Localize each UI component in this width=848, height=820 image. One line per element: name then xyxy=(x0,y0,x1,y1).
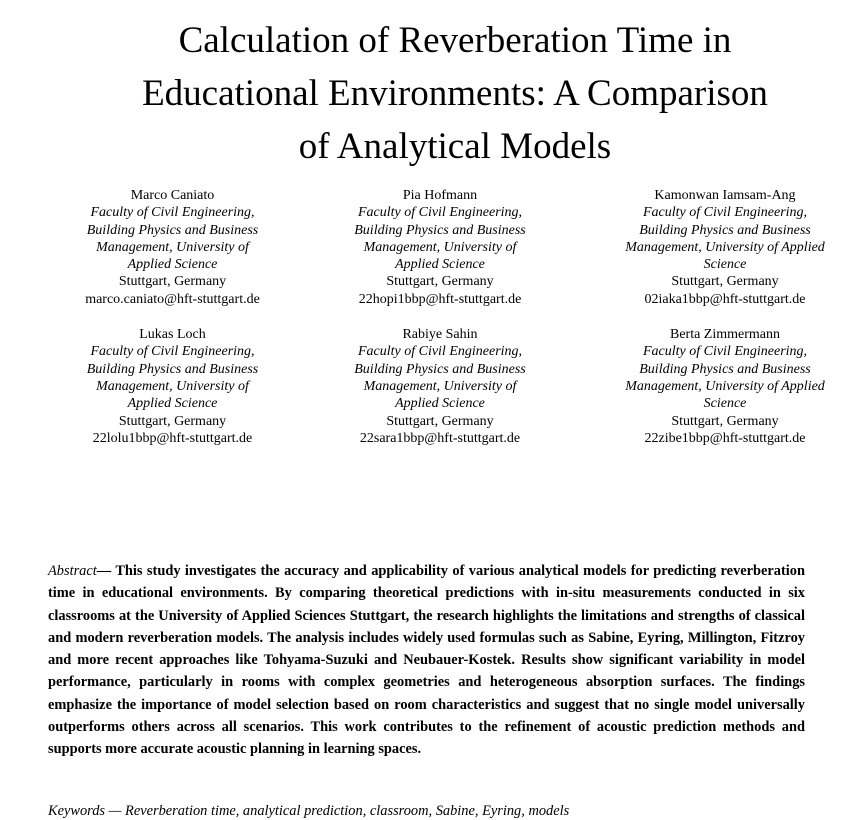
author-name: Berta Zimmermann xyxy=(669,327,781,343)
author-card xyxy=(40,326,285,447)
title-line: Educational Environments: A Comparison xyxy=(142,73,768,114)
author-name: Marco Caniato xyxy=(130,188,215,203)
author-affiliation: Faculty of Civil Engineering, Building Physics and Business Management, University of Applied Science xyxy=(86,344,259,412)
author-card xyxy=(595,187,840,308)
author-location: Stuttgart, Germany xyxy=(386,274,494,290)
author-name: Lukas Loch xyxy=(139,327,206,343)
author-email[interactable]: 22sara1bbp@hft-stuttgart.de xyxy=(359,430,521,446)
author-email[interactable]: 22zibe1bbp@hft-stuttgart.de xyxy=(644,430,806,446)
author-row xyxy=(40,187,840,308)
author-location: Stuttgart, Germany xyxy=(386,413,494,429)
author-location: Stuttgart, Germany xyxy=(118,413,227,429)
abstract-text: This study investigates the accuracy and applicability of various analytical models for predicting reverberation time in educational environments. By comparing theoretical predictions with in-situ measurements conducted in six classrooms at the University of Applied Sciences Stuttgart, the research highlights the limitations and strengths of classical and modern reverberation models. The analysis includes widely used formulas such as Sabine, Eyring, Millington, Fitzroy and more recent approaches like Tohyama-Suzuki and Neubauer-Kostek. Results show significant variability in model performance, particularly in rooms with complex geometries and heterogeneous absorption surfaces. The findings emphasize the importance of model selection based on room characteristics and suggest that no single model universally outperforms others across all scenarios. This work contributes to the refinement of acoustic prediction methods and supports more accurate acoustic planning in learning spaces. xyxy=(48,563,805,758)
author-card xyxy=(40,187,285,308)
keywords xyxy=(48,803,818,820)
author-card xyxy=(290,326,590,447)
title-line: Calculation of Reverberation Time in xyxy=(178,20,732,61)
author-email[interactable]: marco.caniato@hft-stuttgart.de xyxy=(85,291,260,307)
author-location: Stuttgart, Germany xyxy=(671,413,779,429)
author-card xyxy=(595,326,840,447)
author-block xyxy=(40,187,840,447)
author-name: Pia Hofmann xyxy=(402,188,478,203)
paper-title xyxy=(60,14,848,173)
abstract xyxy=(48,560,805,761)
author-affiliation: Faculty of Civil Engineering, Building Physics and Business Management, University of Applied Science xyxy=(354,205,526,273)
author-name: Rabiye Sahin xyxy=(402,327,478,343)
author-location: Stuttgart, Germany xyxy=(671,274,779,290)
keywords-separator: — xyxy=(108,803,122,819)
author-affiliation: Faculty of Civil Engineering, Building Physics and Business Management, University of Applied Science xyxy=(354,344,526,412)
keywords-text: Reverberation time, analytical prediction, classroom, Sabine, Eyring, models xyxy=(125,803,570,819)
author-affiliation: Faculty of Civil Engineering, Building Physics and Business Management, University of Applied Science xyxy=(625,344,825,412)
author-affiliation: Faculty of Civil Engineering, Building Physics and Business Management, University of Applied Science xyxy=(625,205,825,273)
author-location: Stuttgart, Germany xyxy=(118,274,227,290)
title-line: of Analytical Models xyxy=(298,126,612,167)
author-email[interactable]: 22lolu1bbp@hft-stuttgart.de xyxy=(92,430,253,446)
author-name: Kamonwan Iamsam-Ang xyxy=(654,188,796,203)
abstract-separator: — xyxy=(96,563,112,579)
author-email[interactable]: 22hopi1bbp@hft-stuttgart.de xyxy=(358,291,522,307)
keywords-label: Keywords xyxy=(48,803,106,819)
author-email[interactable]: 02iaka1bbp@hft-stuttgart.de xyxy=(644,291,806,307)
author-affiliation: Faculty of Civil Engineering, Building Physics and Business Management, University of Applied Science xyxy=(86,205,259,273)
author-card xyxy=(290,187,590,308)
abstract-label: Abstract xyxy=(48,563,97,579)
author-row xyxy=(40,326,840,447)
